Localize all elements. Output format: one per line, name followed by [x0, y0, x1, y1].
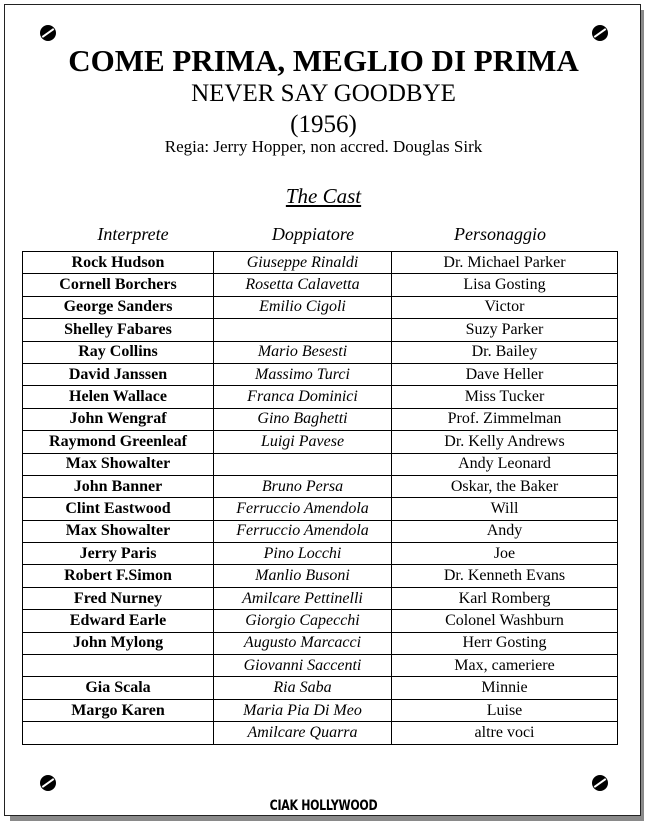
dubber-cell: Giorgio Capecchi — [214, 610, 392, 632]
table-row — [23, 632, 618, 654]
table-row — [23, 386, 618, 408]
release-year: (1956) — [290, 111, 357, 138]
character-cell: Prof. Zimmelman — [392, 408, 618, 430]
column-header-interprete: Interprete — [97, 224, 169, 244]
character-cell: Joe — [392, 543, 618, 565]
director-line: Regia: Jerry Hopper, non accred. Douglas Sirk — [164, 137, 483, 156]
actor-cell: George Sanders — [23, 296, 214, 318]
table-row — [23, 722, 618, 744]
table-row — [23, 610, 618, 632]
actor-cell: John Wengraf — [23, 408, 214, 430]
character-cell: Luise — [392, 699, 618, 721]
screw-icon — [40, 775, 56, 791]
character-cell: Andy Leonard — [392, 453, 618, 475]
dubber-cell: Ferruccio Amendola — [214, 498, 392, 520]
actor-cell: Margo Karen — [23, 699, 214, 721]
dubber-cell: Ria Saba — [214, 677, 392, 699]
character-cell: altre voci — [392, 722, 618, 744]
dubber-cell — [214, 319, 392, 341]
actor-cell — [23, 722, 214, 744]
table-row — [23, 341, 618, 363]
character-cell: Oskar, the Baker — [392, 475, 618, 497]
table-row — [23, 587, 618, 609]
character-cell: Andy — [392, 520, 618, 542]
actor-cell: John Mylong — [23, 632, 214, 654]
screw-icon — [40, 25, 56, 41]
cast-card — [4, 4, 641, 816]
screw-icon — [592, 25, 608, 41]
table-row — [23, 699, 618, 721]
character-cell: Minnie — [392, 677, 618, 699]
table-row — [23, 453, 618, 475]
dubber-cell: Gino Baghetti — [214, 408, 392, 430]
actor-cell: Gia Scala — [23, 677, 214, 699]
dubber-cell: Mario Besesti — [214, 341, 392, 363]
actor-cell: Raymond Greenleaf — [23, 431, 214, 453]
table-row — [23, 252, 618, 274]
english-title: NEVER SAY GOODBYE — [191, 80, 456, 107]
character-cell: Will — [392, 498, 618, 520]
character-cell: Suzy Parker — [392, 319, 618, 341]
actor-cell: Cornell Borchers — [23, 274, 214, 296]
dubber-cell: Maria Pia Di Meo — [214, 699, 392, 721]
actor-cell: John Banner — [23, 475, 214, 497]
table-row — [23, 565, 618, 587]
column-header-personaggio: Personaggio — [454, 224, 546, 244]
actor-cell: Max Showalter — [23, 520, 214, 542]
actor-cell — [23, 655, 214, 677]
table-row — [23, 520, 618, 542]
table-row — [23, 274, 618, 296]
character-cell: Dr. Kenneth Evans — [392, 565, 618, 587]
character-cell: Miss Tucker — [392, 386, 618, 408]
table-row — [23, 677, 618, 699]
dubber-cell: Amilcare Pettinelli — [214, 587, 392, 609]
screw-icon — [592, 775, 608, 791]
dubber-cell: Amilcare Quarra — [214, 722, 392, 744]
table-row — [23, 475, 618, 497]
character-cell: Karl Romberg — [392, 587, 618, 609]
table-row — [23, 319, 618, 341]
character-cell: Herr Gosting — [392, 632, 618, 654]
cast-heading: The Cast — [285, 184, 362, 208]
dubber-cell — [214, 453, 392, 475]
dubber-cell: Giuseppe Rinaldi — [214, 252, 392, 274]
italian-title: COME PRIMA, MEGLIO DI PRIMA — [68, 43, 579, 78]
actor-cell: Fred Nurney — [23, 587, 214, 609]
character-cell: Dr. Michael Parker — [392, 252, 618, 274]
ciak-hollywood-logo: CIAK HOLLYWOOD — [269, 797, 378, 814]
table-row — [23, 408, 618, 430]
character-cell: Victor — [392, 296, 618, 318]
dubber-cell: Pino Locchi — [214, 543, 392, 565]
character-cell: Max, cameriere — [392, 655, 618, 677]
actor-cell: Robert F.Simon — [23, 565, 214, 587]
dubber-cell: Franca Dominici — [214, 386, 392, 408]
dubber-cell: Rosetta Calavetta — [214, 274, 392, 296]
table-row — [23, 498, 618, 520]
dubber-cell: Luigi Pavese — [214, 431, 392, 453]
dubber-cell: Bruno Persa — [214, 475, 392, 497]
dubber-cell: Manlio Busoni — [214, 565, 392, 587]
actor-cell: Shelley Fabares — [23, 319, 214, 341]
column-header-doppiatore: Doppiatore — [271, 224, 355, 244]
actor-cell: David Janssen — [23, 363, 214, 385]
actor-cell: Rock Hudson — [23, 252, 214, 274]
table-row — [23, 363, 618, 385]
dubber-cell: Augusto Marcacci — [214, 632, 392, 654]
table-row — [23, 655, 618, 677]
character-cell: Colonel Washburn — [392, 610, 618, 632]
dubber-cell: Ferruccio Amendola — [214, 520, 392, 542]
actor-cell: Ray Collins — [23, 341, 214, 363]
table-row — [23, 543, 618, 565]
actor-cell: Edward Earle — [23, 610, 214, 632]
character-cell: Dr. Kelly Andrews — [392, 431, 618, 453]
cast-table — [22, 251, 618, 745]
dubber-cell: Massimo Turci — [214, 363, 392, 385]
actor-cell: Helen Wallace — [23, 386, 214, 408]
table-row — [23, 431, 618, 453]
table-row — [23, 296, 618, 318]
actor-cell: Jerry Paris — [23, 543, 214, 565]
actor-cell: Max Showalter — [23, 453, 214, 475]
actor-cell: Clint Eastwood — [23, 498, 214, 520]
dubber-cell: Emilio Cigoli — [214, 296, 392, 318]
character-cell: Dave Heller — [392, 363, 618, 385]
dubber-cell: Giovanni Saccenti — [214, 655, 392, 677]
character-cell: Lisa Gosting — [392, 274, 618, 296]
character-cell: Dr. Bailey — [392, 341, 618, 363]
